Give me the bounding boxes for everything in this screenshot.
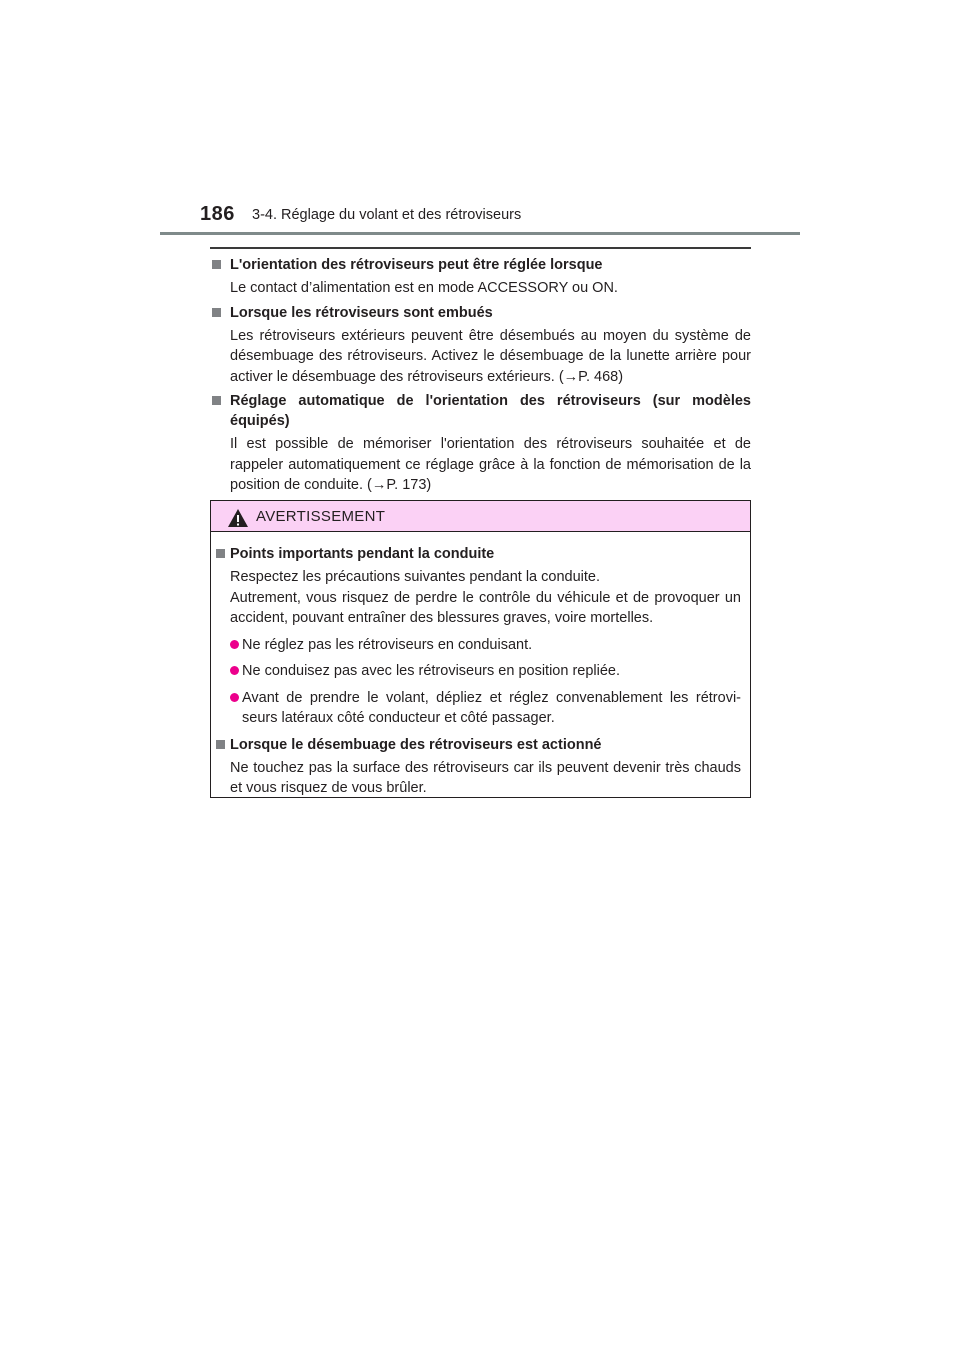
warning-item-title: Lorsque le désembuage des rétroviseurs est actionné [230, 736, 602, 753]
header-rule [160, 232, 800, 235]
warning-bullet [214, 661, 741, 682]
warning-title: AVERTISSEMENT [256, 508, 386, 525]
section-title: Réglage automatique de l'orientation des rétroviseurs (sur modèles équipés) [230, 393, 751, 429]
square-bullet-icon [212, 396, 221, 405]
section-title: L'orientation des rétroviseurs peut être réglée lorsque [230, 257, 603, 273]
warning-text: Ne touchez pas la surface des rétroviseurs car ils peuvent devenir très chauds et vous risquez de vous brûler. [230, 759, 741, 796]
section-fogged [211, 303, 751, 388]
circle-bullet-icon [230, 666, 239, 675]
square-bullet-icon [212, 260, 221, 269]
circle-bullet-icon [230, 693, 239, 702]
section-orientation [211, 255, 751, 299]
bullet-text: Ne conduisez pas avec les rétroviseurs en position repliée. [242, 663, 621, 679]
bullet-text: Avant de prendre le volant, dépliez et réglez convenablement les rétrovi-seurs latéraux côté conducteur et côté passager. [242, 689, 741, 726]
warning-bullet [214, 635, 741, 656]
section-auto-adjust [211, 391, 751, 496]
square-bullet-icon [216, 549, 225, 558]
section-title: Lorsque les rétroviseurs sont embués [230, 304, 493, 321]
section-body: Il est possible de mémoriser l'orientation des rétroviseurs souhaitée et de rappeler automatiquement ce réglage grâce à la fonction de mémorisation de la position de conduite. (→P. 173) [230, 436, 751, 493]
square-bullet-icon [216, 740, 225, 749]
warning-line: Respectez les précautions suivantes pendant la conduite. [230, 569, 600, 585]
section-heading [211, 391, 751, 431]
warning-body [211, 532, 750, 799]
square-bullet-icon [212, 308, 221, 317]
warning-bullet [214, 688, 741, 729]
warning-box [210, 500, 751, 798]
warning-line: Autrement, vous risquez de perdre le contrôle du véhicule et de provoquer un accident, pouvant entraîner des blessures graves, voire mortelles. [230, 589, 741, 626]
section-heading [211, 303, 751, 323]
warning-header [211, 501, 750, 532]
warning-item-heading [214, 544, 741, 564]
warning-item-title: Points importants pendant la conduite [230, 546, 495, 562]
section-body: Le contact d’alimentation est en mode ACCESSORY ou ON. [230, 280, 618, 296]
warning-item-heading [214, 735, 741, 755]
section-body: Les rétroviseurs extérieurs peuvent être désembués au moyen du système de désembuage des rétroviseurs. Activez le désembuage de la lunette arrière pour activer le désembuage des rétroviseurs extérieurs. (→P. 468) [230, 327, 751, 385]
content-rule [210, 247, 751, 249]
chapter-title: 3-4. Réglage du volant et des rétroviseurs [252, 207, 522, 223]
warning-triangle-icon [227, 508, 249, 528]
warning-text [214, 567, 741, 629]
page-number: 186 [200, 203, 235, 225]
section-heading [211, 255, 751, 275]
main-content [211, 255, 751, 500]
circle-bullet-icon [230, 640, 239, 649]
bullet-text: Ne réglez pas les rétroviseurs en conduisant. [242, 636, 533, 653]
